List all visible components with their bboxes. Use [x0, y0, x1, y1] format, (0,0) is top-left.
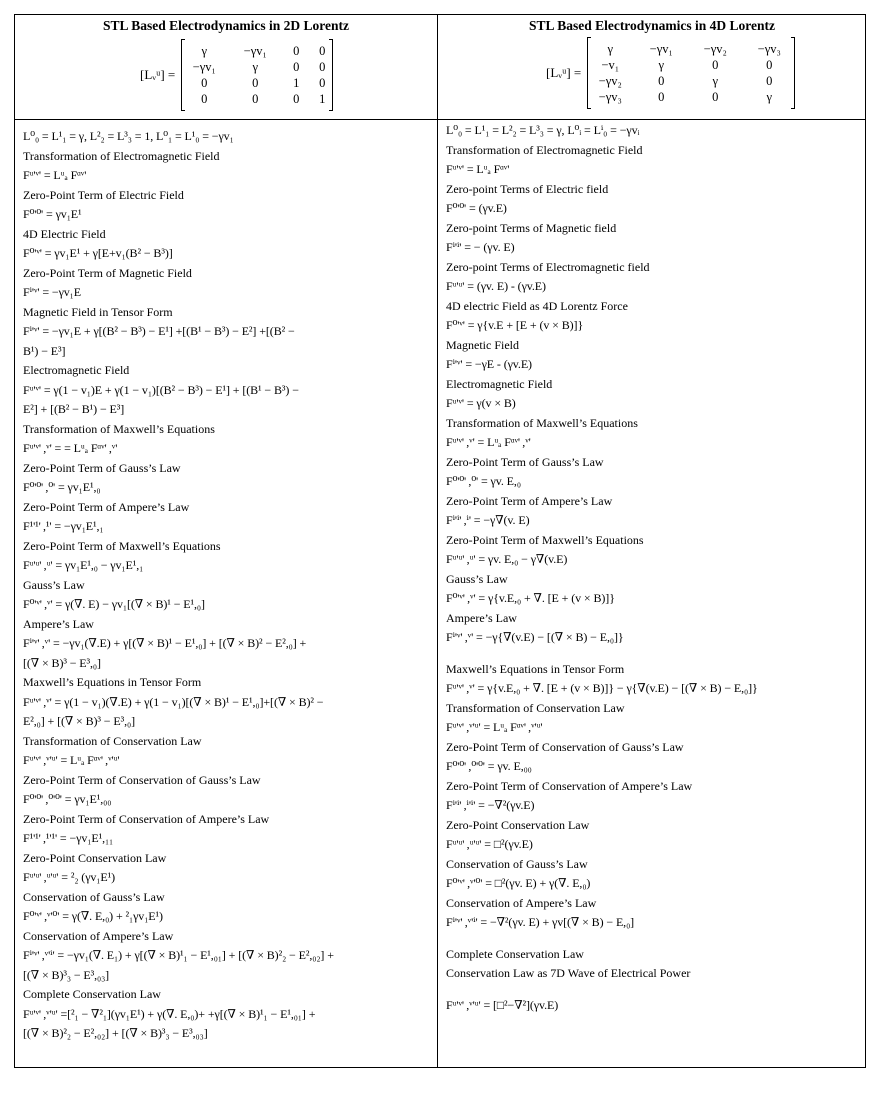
equation-line: Fᵘ'ᵘ' ,ᵘ' = γv. E,₀ − γ∇(v.E)	[446, 552, 568, 566]
equation-line: Fⁱ'ᵛ' ,ᵛ'ⁱ' = −γv₁(∇. E₁) + γ[(∇ × B)¹₁ − E¹,₀₁] + [(∇ × B)²₂ − E²,₀₂] +	[23, 948, 334, 962]
equation-line: Fⁱ'ᵛ' = −γE - (γv.E)	[446, 357, 532, 371]
equation-line: B¹) − E³]	[23, 343, 66, 358]
matrix-cell: −γv₂	[598, 73, 622, 88]
matrix-cell: γ	[252, 59, 259, 74]
section-heading: 4D electric Field as 4D Lorentz Force	[446, 298, 628, 313]
equation-line: Fᵘ'ᵛ' = γ(1 − v₁)E + γ(1 − v₁)[(B² − B³) − E¹] + [(B¹ − B³) −	[23, 382, 299, 397]
section-heading: Magnetic Field	[446, 337, 519, 352]
section-heading: Transformation of Maxwell’s Equations	[23, 421, 215, 436]
matrix-cell: −γv₁	[192, 59, 216, 74]
equation-line: F¹'¹' ,¹'¹' = −γv₁E¹,₁₁	[23, 831, 114, 845]
equation-line: Fⁱ'ᵛ' ,ᵛ' = −γv₁(∇.E) + γ[(∇ × B)¹ − E¹,₀] + [(∇ × B)² − E²,₀] +	[23, 636, 307, 650]
section-heading: Conservation of Gauss’s Law	[446, 856, 588, 871]
equation-line: F⁰'⁰' ,⁰' = γv₁E¹,₀	[23, 480, 101, 494]
equation-line: Fᵘ'ᵛ' ,ᵛ'ᵘ' = Lᵘₐ Fᵅᵛ' ,ᵛ'ᵘ'	[446, 720, 543, 734]
header-4d-lorentz	[438, 15, 866, 119]
section-heading: Conservation Law as 7D Wave of Electrical Power	[446, 966, 691, 980]
section-heading: Electromagnetic Field	[446, 376, 553, 391]
equation-line: Fᵘ'ᵘ' ,ᵘ' = γv₁E¹,₀ − γv₁E¹,₁	[23, 558, 144, 572]
matrix-cell: 0	[766, 57, 773, 72]
equation-line: F⁰'ᵛ' = γv₁E¹ + γ[E+v₁(B² − B³)]	[23, 246, 173, 260]
section-heading: Gauss’s Law	[23, 577, 85, 592]
matrix-cell: 0	[293, 43, 300, 58]
equation-line: Fᵘ'ᵛ' = Lᵘₐ Fᵅᵛ'	[23, 168, 87, 182]
equation-line: F⁰'⁰' ,⁰'⁰' = γv. E,₀₀	[446, 759, 532, 773]
matrix-2d-label: [Lᵥᵘ] =	[140, 67, 176, 82]
section-heading: Gauss’s Law	[446, 571, 508, 586]
section-heading: Complete Conservation Law	[23, 987, 161, 1001]
equation-line: L⁰₀ = L¹₁ = γ, L²₂ = L³₃ = 1, L⁰₁ = L¹₀ = −γv₁	[23, 129, 234, 143]
section-heading: Zero-Point Term of Ampere’s Law	[446, 493, 613, 508]
matrix-cell: 0	[293, 91, 300, 106]
section-heading: Maxwell’s Equations in Tensor Form	[446, 661, 625, 676]
equation-line: [(∇ × B)³₃ − E³,₀₃]	[23, 967, 110, 982]
matrix-4d	[546, 37, 795, 109]
section-heading: Transformation of Conservation Law	[446, 700, 625, 715]
equation-line: Fᵘ'ᵛ' ,ᵛ' = γ(1 − v₁)(∇.E) + γ(1 − v₁)[(∇ × B)¹ − E¹,₀]+[(∇ × B)² −	[23, 694, 324, 709]
equation-line: Fᵘ'ᵛ' ,ᵛ' = Lᵘₐ Fᵅᵛ' ,ᵛ'	[446, 435, 531, 449]
matrix-cell: γ	[766, 89, 773, 104]
matrix-cell: 0	[658, 73, 665, 88]
column-2d-body	[23, 127, 433, 1044]
equation-line: Fᵘ'ᵛ' ,ᵛ'ᵘ' =[²₁ − ∇²₁](γv₁E¹) + γ(∇. E,₀)+ +γ[(∇ × B)¹₁ − E¹,₀₁] +	[23, 1006, 316, 1021]
matrix-cell: 0	[252, 91, 259, 106]
section-heading: Zero-Point Term of Conservation of Ampere’s Law	[23, 811, 270, 826]
matrix-cell: −γv₁	[649, 41, 673, 56]
equation-line: F⁰'⁰' = γv₁E¹	[23, 207, 82, 221]
matrix-4d-grid	[591, 42, 791, 105]
title-4d-lorentz: STL Based Electrodynamics in 4D Lorentz	[529, 18, 775, 33]
equation-line: Fᵘ'ᵛ' ,ᵛ'ᵘ' = [□²−∇²](γv.E)	[446, 997, 559, 1012]
section-heading: Ampere’s Law	[446, 610, 517, 625]
section-heading: Zero-point Terms of Magnetic field	[446, 220, 617, 235]
section-heading: Conservation of Gauss’s Law	[23, 889, 165, 904]
section-heading: Zero-Point Conservation Law	[446, 817, 590, 832]
equation-line: F⁰'ᵛ' = γ{v.E + [E + (v × B)]}	[446, 318, 584, 332]
matrix-cell: γ	[201, 43, 208, 58]
section-heading: Transformation of Electromagnetic Field	[446, 142, 643, 157]
header-2d-lorentz	[15, 15, 437, 119]
section-heading: Electromagnetic Field	[23, 363, 130, 377]
equation-line: F⁰'ᵛ' ,ᵛ' = γ{v.E,₀ + ∇. [E + (v × B)]}	[446, 591, 615, 605]
equation-line: F⁰'⁰' = (γv.E)	[446, 201, 507, 215]
equation-line: Fᵘ'ᵛ' ,ᵛ' = γ{v.E,₀ + ∇. [E + (v × B)]} − γ{∇(v.E) − [(∇ × B) − E,₀]}	[446, 681, 758, 695]
equation-line: F⁰'ᵛ' ,ᵛ'⁰' = γ(∇. E,₀) + ²₁γv₁E¹)	[23, 909, 163, 923]
section-heading: Zero-Point Term of Gauss’s Law	[23, 460, 181, 475]
section-heading: Maxwell’s Equations in Tensor Form	[23, 675, 202, 689]
equation-line: E²] + [(B² − B¹) − E³]	[23, 402, 125, 416]
title-2d-lorentz: STL Based Electrodynamics in 2D Lorentz	[103, 18, 349, 33]
section-heading: Zero-Point Term of Conservation of Gauss’s Law	[446, 739, 684, 754]
matrix-2d-grid	[185, 44, 329, 107]
section-heading: Transformation of Maxwell’s Equations	[446, 415, 638, 430]
electrodynamics-table	[14, 14, 866, 1068]
column-divider	[437, 15, 438, 1067]
matrix-cell: 0	[293, 59, 300, 74]
section-heading: Zero-Point Term of Maxwell’s Equations	[446, 532, 644, 547]
matrix-cell: −γv₁	[243, 43, 267, 58]
equation-line: Fⁱ'ᵛ' = −γv₁E	[23, 285, 81, 299]
equation-line: Fᵘ'ᵛ' = Lᵘₐ Fᵅᵛ'	[446, 162, 510, 176]
matrix-cell: 0	[319, 43, 326, 58]
equation-line: Fⁱ'ᵛ' ,ᵛ'ⁱ' = −∇²(γv. E) + γv[(∇ × B) − E,₀]	[446, 915, 635, 929]
matrix-cell: 0	[201, 75, 208, 90]
section-heading: Ampere’s Law	[23, 616, 94, 631]
column-4d-body	[446, 121, 862, 1015]
equation-line: [(∇ × B)²₂ − E²,₀₂] + [(∇ × B)³₃ − E³,₀₃]	[23, 1026, 208, 1040]
equation-line: Fⁱ'ᵛ' ,ᵛ' = −γ{∇(v.E) − [(∇ × B) − E,₀]}	[446, 630, 624, 644]
section-heading: Zero-Point Term of Ampere’s Law	[23, 499, 190, 514]
matrix-4d-right-bracket	[791, 37, 795, 109]
matrix-cell: −γv₃	[598, 89, 622, 104]
matrix-cell: 0	[712, 89, 719, 104]
header-divider	[15, 119, 865, 120]
equation-line: Fⁱ'ᵛ' = −γv₁E + γ[(B² − B³) − E¹] +[(B¹ − B³) − E²] +[(B² −	[23, 324, 295, 338]
equation-line: F¹'¹' ,¹' = −γv₁E¹,₁	[23, 519, 104, 533]
equation-line: Fᵘ'ᵛ' = γ(v × B)	[446, 396, 516, 410]
matrix-cell: γ	[658, 57, 665, 72]
section-heading: Conservation of Ampere’s Law	[446, 895, 597, 910]
spacer	[446, 984, 862, 996]
spacer	[446, 648, 862, 660]
equation-line: Fᵘ'ᵘ' = (γv. E) - (γv.E)	[446, 279, 546, 293]
section-heading: Transformation of Conservation Law	[23, 733, 202, 748]
matrix-cell: 0	[766, 73, 773, 88]
section-heading: 4D Electric Field	[23, 226, 106, 241]
matrix-cell: −γv₂	[703, 41, 727, 56]
equation-line: L⁰₀ = L¹₁ = L²₂ = L³₃ = γ, L⁰ᵢ = Lⁱ₀ = −γvᵢ	[446, 123, 640, 137]
matrix-cell: 0	[658, 89, 665, 104]
matrix-2d	[140, 39, 333, 111]
equation-line: E²,₀] + [(∇ × B)³ − E³,₀]	[23, 714, 135, 728]
section-heading: Zero-Point Term of Maxwell’s Equations	[23, 538, 221, 553]
section-heading: Zero-Point Term of Conservation of Ampere’s Law	[446, 778, 693, 793]
matrix-2d-right-bracket	[329, 39, 333, 111]
equation-line: F⁰'ᵛ' ,ᵛ' = γ(∇. E) − γv₁[(∇ × B)¹ − E¹,₀]	[23, 597, 205, 611]
section-heading: Zero-Point Term of Gauss’s Law	[446, 454, 604, 469]
equation-line: F⁰'ᵛ' ,ᵛ'⁰' = □²(γv. E) + γ(∇. E,₀)	[446, 876, 591, 890]
matrix-cell: 1	[319, 91, 326, 106]
equation-line: F⁰'⁰' ,⁰'⁰' = γv₁E¹,₀₀	[23, 792, 112, 806]
equation-line: Fⁱ'ⁱ' ,ⁱ'ⁱ' = −∇²(γv.E)	[446, 798, 535, 812]
section-heading: Zero-Point Term of Conservation of Gauss’s Law	[23, 772, 261, 787]
section-heading: Zero-point Terms of Electromagnetic field	[446, 259, 650, 274]
equation-line: [(∇ × B)³ − E³,₀]	[23, 655, 101, 670]
matrix-cell: γ	[607, 41, 614, 56]
section-heading: Conservation of Ampere’s Law	[23, 928, 174, 943]
section-heading: Transformation of Electromagnetic Field	[23, 148, 220, 163]
matrix-cell: 1	[293, 75, 300, 90]
matrix-4d-label: [Lᵥᵘ] =	[546, 65, 582, 80]
equation-line: Fᵘ'ᵛ' ,ᵛ'ᵘ' = Lᵘₐ Fᵅᵛ' ,ᵛ'ᵘ'	[23, 753, 120, 767]
matrix-cell: −γv₃	[757, 41, 781, 56]
matrix-cell: γ	[712, 73, 719, 88]
spacer	[446, 933, 862, 945]
equation-line: F⁰'⁰' ,⁰' = γv. E,₀	[446, 474, 521, 488]
section-heading: Magnetic Field in Tensor Form	[23, 304, 173, 319]
matrix-cell: −v₁	[601, 57, 620, 72]
equation-line: Fᵘ'ᵛ' ,ᵛ' = = Lᵘₐ Fᵅᵛ' ,ᵛ'	[23, 441, 118, 455]
matrix-cell: 0	[252, 75, 259, 90]
section-heading: Zero-point Terms of Electric field	[446, 181, 609, 196]
section-heading: Zero-Point Term of Electric Field	[23, 187, 184, 202]
equation-line: Fᵘ'ᵘ' ,ᵘ'ᵘ' = □²(γv.E)	[446, 837, 533, 851]
section-heading: Complete Conservation Law	[446, 946, 584, 961]
equation-line: Fⁱ'ⁱ' ,ⁱ' = −γ∇(v. E)	[446, 513, 530, 527]
matrix-cell: 0	[201, 91, 208, 106]
matrix-cell: 0	[319, 75, 326, 90]
matrix-cell: 0	[319, 59, 326, 74]
matrix-cell: 0	[712, 57, 719, 72]
section-heading: Zero-Point Conservation Law	[23, 850, 167, 865]
section-heading: Zero-Point Term of Magnetic Field	[23, 265, 192, 280]
equation-line: Fᵘ'ᵘ' ,ᵘ'ᵘ' = ²₂ (γv₁E¹)	[23, 870, 116, 884]
equation-line: Fⁱ'ⁱ' = − (γv. E)	[446, 240, 515, 254]
